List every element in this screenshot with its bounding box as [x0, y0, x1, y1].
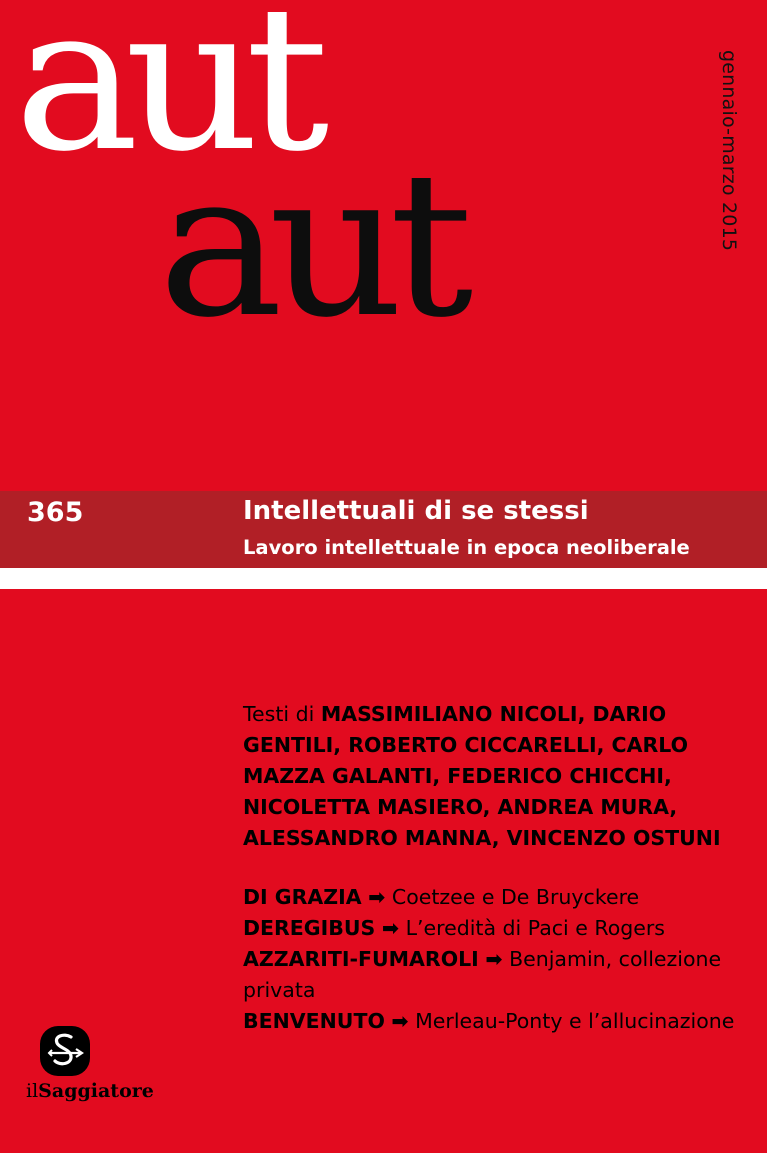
article-item	[243, 882, 743, 913]
article-topic: Coetzee e De Bruyckere	[391, 885, 640, 909]
issue-date: gennaio-marzo 2015	[718, 50, 740, 252]
publisher-name: Saggiatore	[38, 1080, 154, 1102]
arrow-right-icon: ➡	[368, 885, 386, 909]
issue-subtitle: Lavoro intellettuale in epoca neoliberale	[243, 536, 690, 559]
publisher-prefix: il	[26, 1080, 39, 1102]
article-author: DEREGIBUS	[243, 916, 376, 940]
article-author: DI GRAZIA	[243, 885, 362, 909]
article-author: BENVENUTO	[243, 1009, 385, 1033]
article-item	[243, 944, 743, 1006]
issue-title: Intellettuali di se stessi	[243, 496, 589, 526]
arrow-right-icon: ➡	[485, 947, 503, 971]
arrow-right-icon: ➡	[381, 916, 400, 940]
article-topic: Benjamin, collezione privata	[243, 947, 722, 1002]
authors-names: MASSIMILIANO NICOLI, DARIO GENTILI, ROBERTO CICCARELLI, CARLO MAZZA GALANTI, FEDERICO CHICCHI, NICOLETTA MASIERO, ANDREA MURA, ALESSANDRO MANNA, VINCENZO OSTUNI	[243, 702, 721, 850]
masthead-line-2: aut	[158, 129, 459, 362]
article-topic: L’eredità di Paci e Rogers	[405, 916, 665, 940]
white-stripe	[0, 568, 767, 589]
article-item	[243, 913, 743, 944]
issue-number: 365	[27, 497, 84, 528]
articles-list	[243, 882, 743, 1037]
publisher-logo	[26, 1080, 154, 1102]
saggiatore-logo-icon	[40, 1026, 90, 1076]
arrow-right-icon: ➡	[391, 1009, 409, 1033]
masthead-line-1: aut	[14, 0, 315, 196]
article-topic: Merleau-Ponty e l’allucinazione	[415, 1009, 735, 1033]
article-author: AZZARITI-FUMAROLI	[243, 947, 479, 971]
authors-lead: Testi di	[243, 702, 321, 726]
article-item	[243, 1006, 743, 1037]
authors-block	[243, 699, 743, 854]
